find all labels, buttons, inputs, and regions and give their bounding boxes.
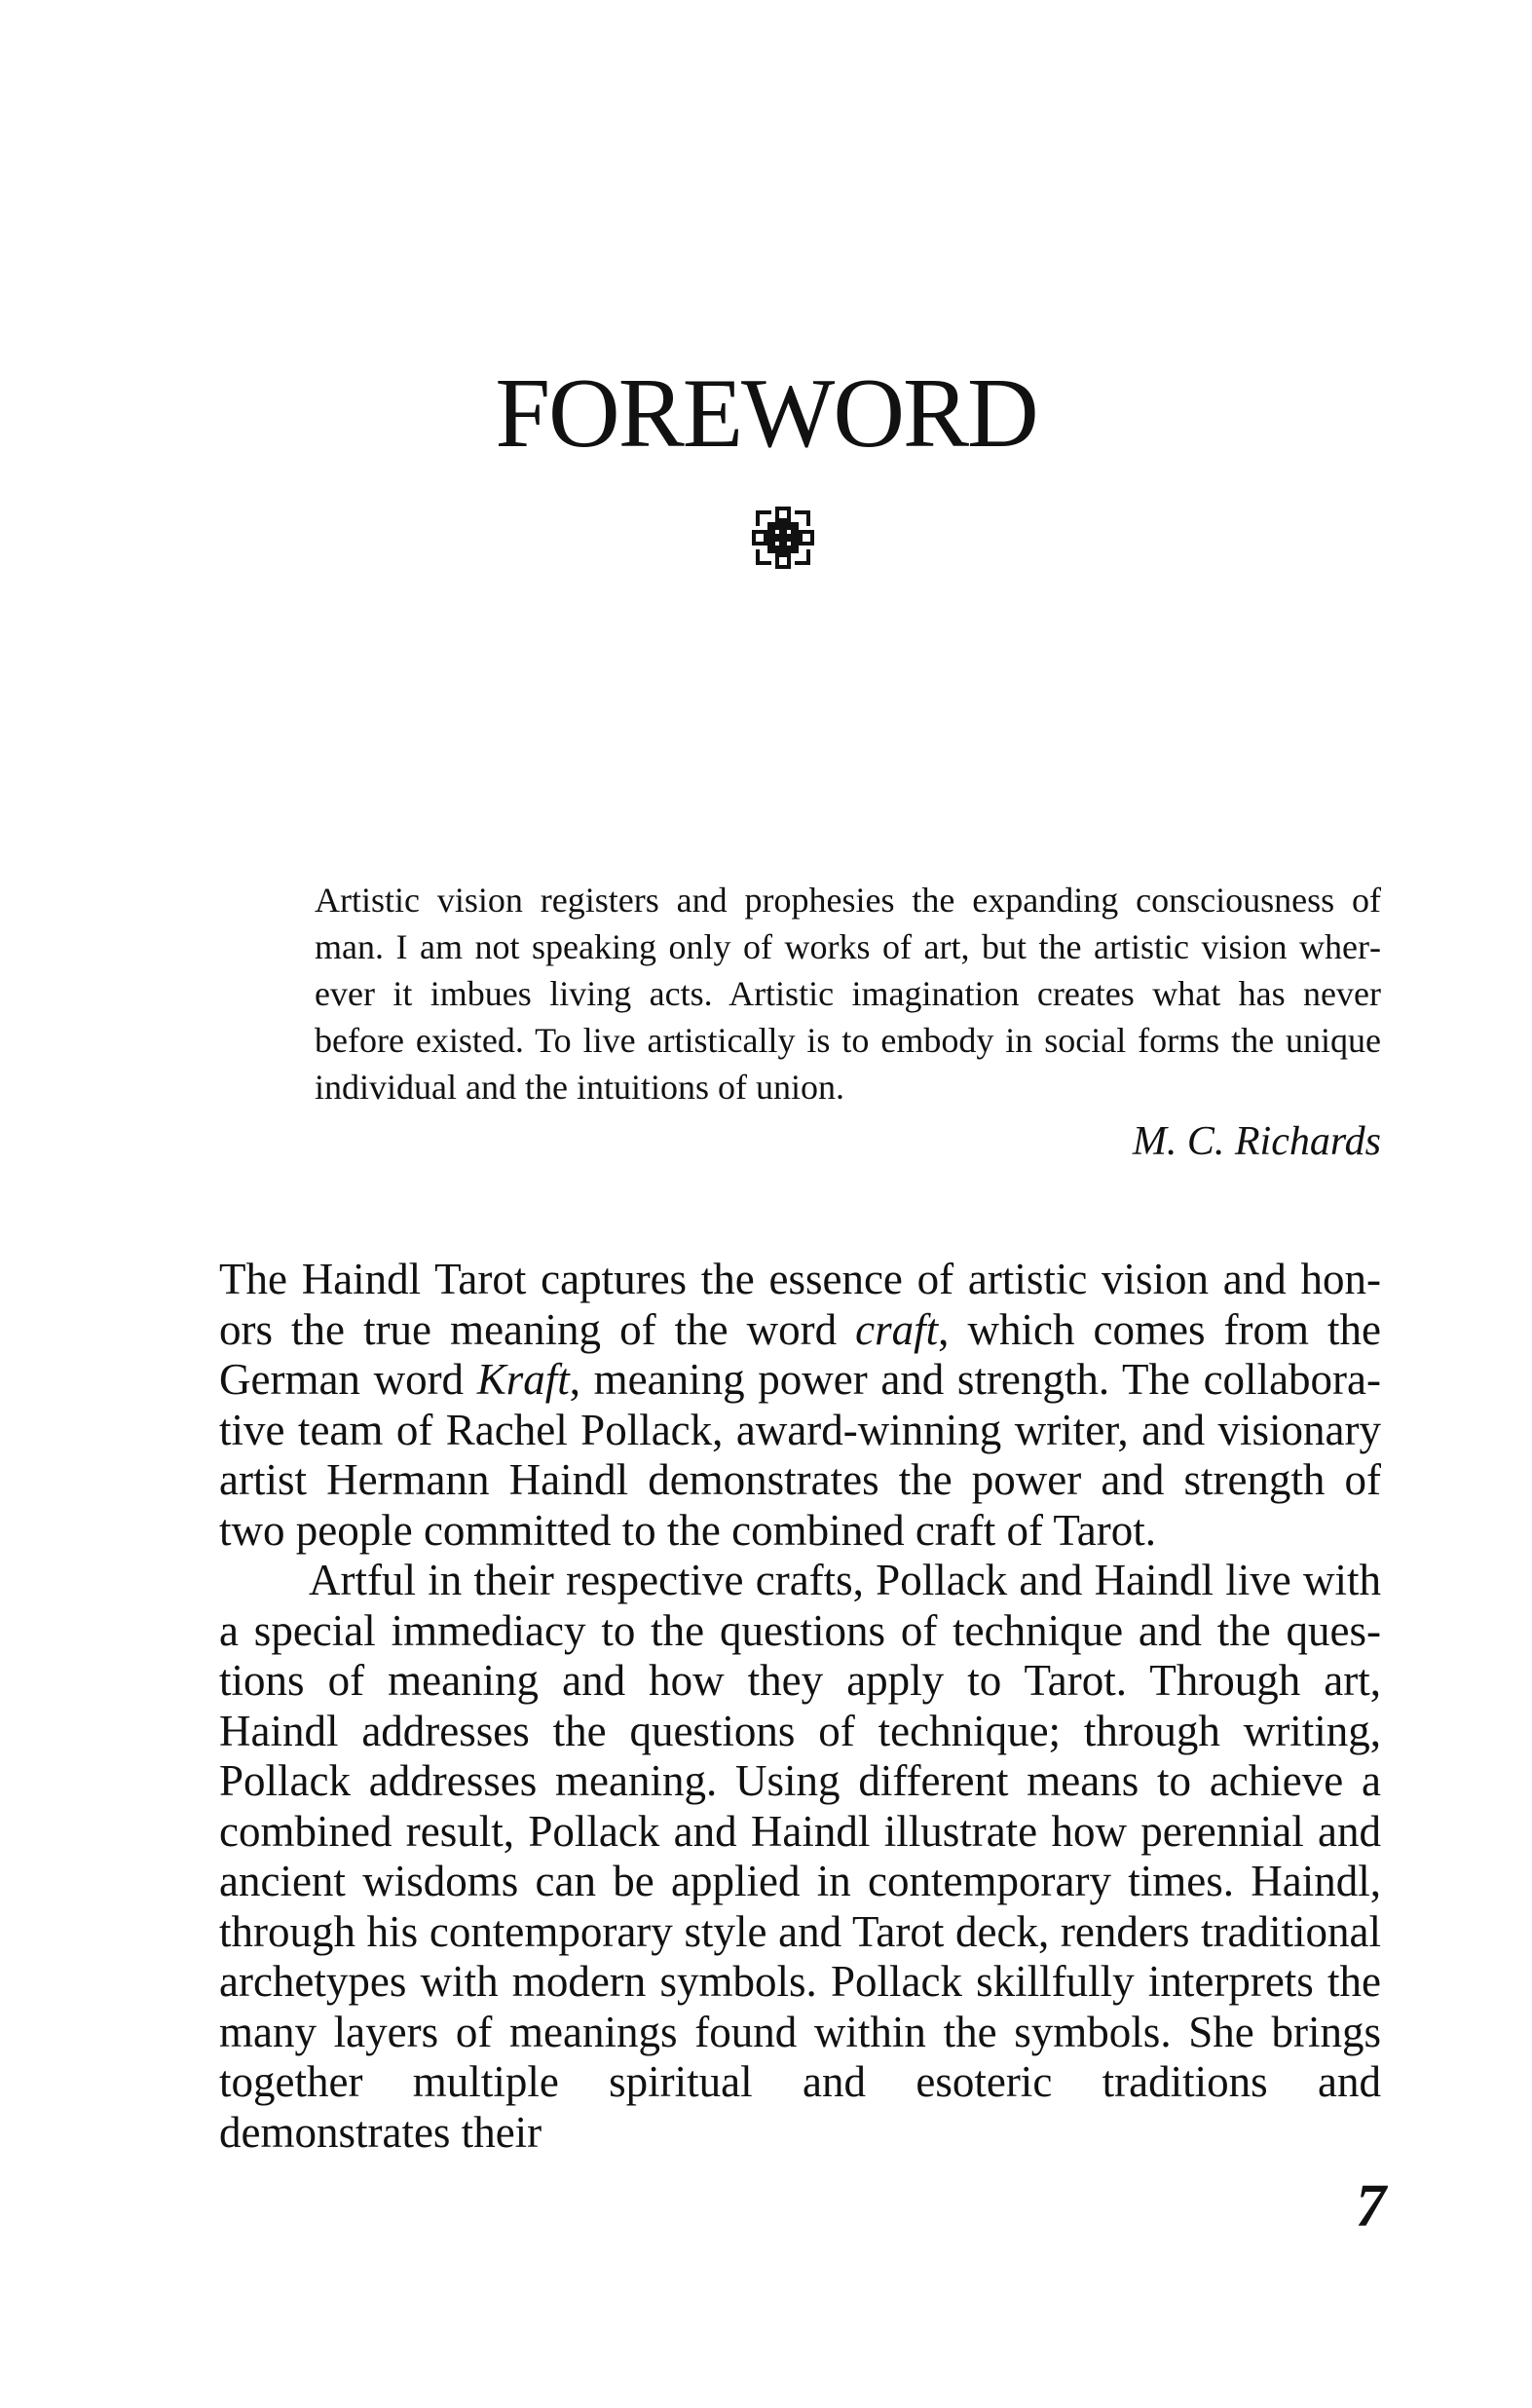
page-title: FOREWORD: [495, 358, 1037, 469]
body-text: [219, 1255, 1381, 2158]
paragraph-1-text-a: The Haindl Tarot captures the essence of artistic vision and honors the true meaning of the word: [219, 1255, 1381, 1354]
square-knot-ornament-icon: [752, 507, 814, 569]
paragraph-1: [219, 1255, 1381, 1556]
italic-word-craft: craft: [855, 1304, 939, 1354]
epigraph-text: Artistic vision registers and prophesies the expanding consciousness of man. I am not speaking only of works of art, but the artistic vision wherever it imbues living acts. Artistic imagination creates what has never before existed. To live artistically is to embody in social forms the unique individual and the intuitions of union.: [315, 881, 1381, 1107]
paragraph-1-text-b: , which comes from the German word: [219, 1304, 1381, 1404]
epigraph-quote: [315, 877, 1381, 1169]
paragraph-1-text-c: , meaning power and strength. The collaborative team of Rachel Pollack, award-winning writer, and visionary artist Hermann Haindl demonstrates the power and strength of two people committed to the combined craft of Tarot.: [219, 1355, 1381, 1555]
italic-word-kraft: Kraft: [476, 1355, 570, 1404]
paragraph-2: Artful in their respective crafts, Pollack and Haindl live with a special immediacy to the questions of technique and the questions of meaning and how they apply to Tarot. Through art, Haindl addresses the questions of technique; through writing, Pollack addresses meaning. Using different means to achieve a combined result, Pollack and Haindl illustrate how perennial and ancient wisdoms can be applied in contemporary times. Haindl, through his contemporary style and Tarot deck, renders traditional archetypes with modern symbols. Pollack skillfully interprets the many layers of meanings found within the symbols. She brings together multiple spiritual and esoteric traditions and demonstrates their: [219, 1556, 1381, 2157]
epigraph-attribution: M. C. Richards: [1132, 1119, 1381, 1164]
page-number: 7: [1356, 2173, 1386, 2239]
